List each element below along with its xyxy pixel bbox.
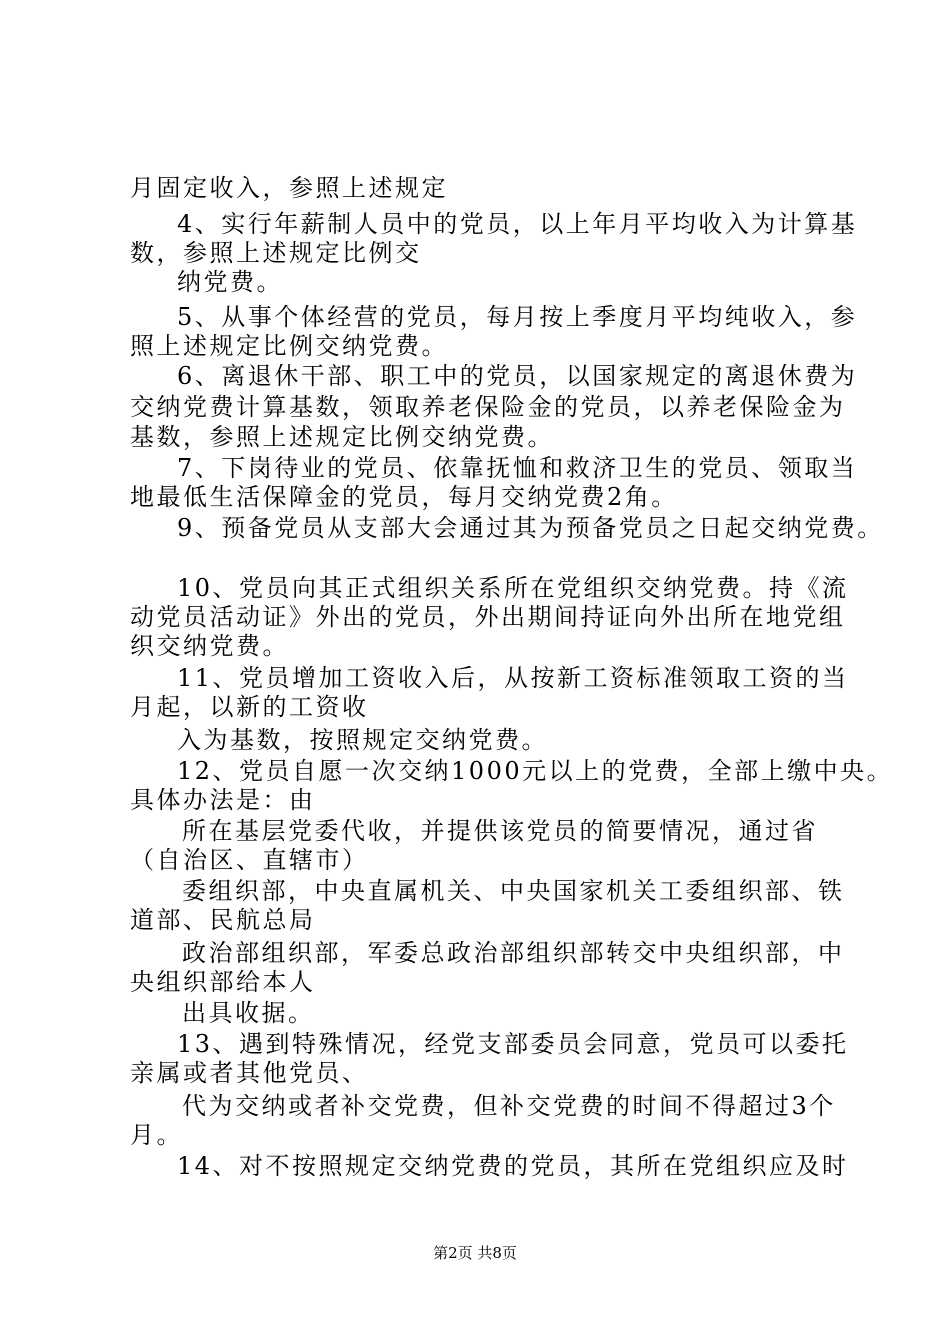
text-line: 具体办法是：由 [130,786,316,814]
text-line: 交纳党费计算基数，领取养老保险金的党员，以养老保险金为 [130,393,846,421]
text-line: 政治部组织部，军委总政治部组织部转交中央组织部，中 [182,939,845,967]
text-line: 入为基数，按照规定交纳党费。 [177,726,548,754]
text-line: 4、实行年薪制人员中的党员，以上年月平均收入为计算基 [177,210,858,238]
text-line: 织交纳党费。 [130,632,289,660]
text-line: 亲属或者其他党员、 [130,1059,369,1087]
text-line: 基数，参照上述规定比例交纳党费。 [130,423,554,451]
text-line: 月。 [130,1121,183,1149]
text-line: 月固定收入，参照上述规定 [130,174,448,202]
text-line: 央组织部给本人 [130,968,316,996]
text-line: 13、遇到特殊情况，经党支部委员会同意，党员可以委托 [177,1030,849,1058]
text-line: 14、对不按照规定交纳党费的党员，其所在党组织应及时 [177,1152,849,1180]
text-line: 所在基层党委代收，并提供该党员的简要情况，通过省 [182,817,818,845]
text-line: 动党员活动证》外出的党员，外出期间持证向外出所在地党组 [130,603,846,631]
text-line: 月起，以新的工资收 [130,693,369,721]
text-line: 出具收据。 [182,999,315,1027]
page-number-footer: 第2页 共8页 [433,1244,517,1262]
text-line: 道部、民航总局 [130,906,316,934]
text-line: 地最低生活保障金的党员，每月交纳党费2角。 [130,483,678,511]
text-line: 委组织部，中央直属机关、中央国家机关工委组织部、铁 [182,877,845,905]
text-line: 12、党员自愿一次交纳1000元以上的党费，全部上缴中央。 [177,757,894,785]
text-line: 6、离退休干部、职工中的党员，以国家规定的离退休费为 [177,362,858,390]
text-line: 9、预备党员从支部大会通过其为预备党员之日起交纳党费。 [177,514,884,542]
text-line: 数，参照上述规定比例交 [130,239,422,267]
text-line: 照上述规定比例交纳党费。 [130,332,448,360]
text-line: 纳党费。 [177,268,283,296]
text-line: 7、下岗待业的党员、依靠抚恤和救济卫生的党员、领取当 [177,454,858,482]
text-line: 代为交纳或者补交党费，但补交党费的时间不得超过3个 [182,1092,836,1120]
text-line: 5、从事个体经营的党员，每月按上季度月平均纯收入，参 [177,303,858,331]
text-line: 10、党员向其正式组织关系所在党组织交纳党费。持《流 [177,574,849,602]
text-line: 11、党员增加工资收入后，从按新工资标准领取工资的当 [177,664,849,692]
text-line: （自治区、直辖市） [130,846,369,874]
